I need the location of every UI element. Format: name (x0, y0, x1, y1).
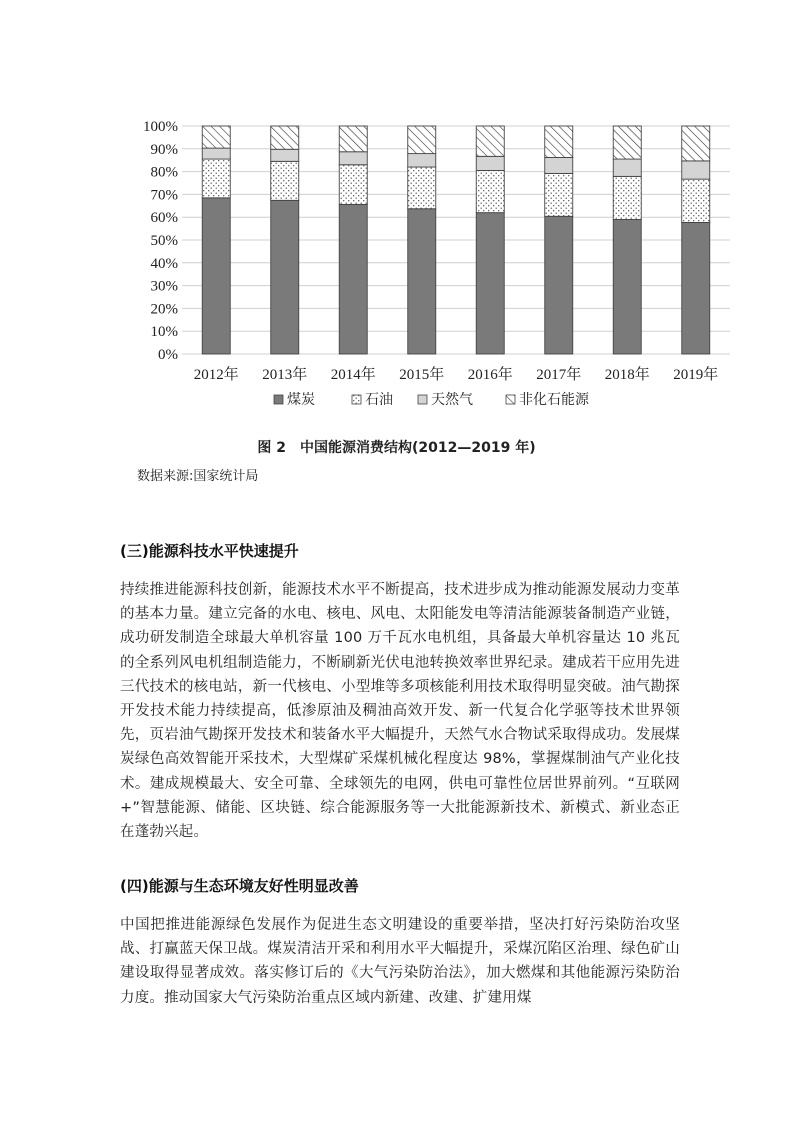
legend-label: 非化石能源 (519, 392, 589, 408)
bar-segment-3 (271, 149, 299, 161)
bar-segment-3 (339, 152, 367, 165)
x-tick-label: 2012年 (193, 367, 239, 383)
y-tick-label: 50% (150, 233, 178, 249)
x-tick-label: 2019年 (673, 367, 719, 383)
x-tick-label: 2018年 (604, 367, 650, 383)
x-tick-label: 2015年 (399, 367, 445, 383)
x-tick-label: 2013年 (262, 367, 308, 383)
bar-segment-1 (271, 200, 299, 354)
bar-segment-4 (476, 126, 504, 156)
y-tick-label: 80% (150, 164, 178, 181)
legend-swatch (506, 395, 515, 404)
section-paragraph-tech: 持续推进能源科技创新，能源技术水平不断提高，技术进步成为推动能源发展动力变革的基本力量。建立完备的水电、核电、风电、太阳能发电等清洁能源装备制造产业链，成功研发制造全球最大单机容量 100 万千瓦水电机组，具备最大单机容量达 10 兆瓦的全系列风电机组制造能力，不断刷新光伏电池转换效率世界纪录。建成若干应用先进三代技术的核电站，新一代核电、小型堆等多项核能利用技术取得明显突破。油气勘探开发技术能力持续提高，低渗原油及稠油高效开发、新一代复合化学驱等技术世界领先，页岩油气勘探开发技术和装备水平大幅提升，天然气水合物试采取得成功。发展煤炭绿色高效智能开采技术，大型煤矿采煤机械化程度达 98%，掌握煤制油气产业化技术。建成规模最大、安全可靠、全球领先的电网，供电可靠性位居世界前列。“互联网+”智慧能源、储能、区块链、综合能源服务等一大批能源新技术、新模式、新业态正在蓬勃兴起。 (120, 582, 680, 841)
bar-segment-2 (613, 176, 641, 219)
bar-segment-3 (545, 157, 573, 173)
bar-segment-4 (339, 126, 367, 152)
x-tick-label: 2017年 (536, 367, 582, 383)
bar-segment-4 (613, 126, 641, 159)
section-heading-environment: (四)能源与生态环境友好性明显改善 (120, 877, 359, 895)
y-tick-label: 0% (158, 347, 178, 363)
bar-segment-1 (545, 216, 573, 354)
legend-swatch (274, 395, 283, 404)
legend-label: 煤炭 (287, 392, 315, 408)
bar-segment-1 (202, 198, 230, 354)
bar-segment-4 (682, 126, 710, 161)
bar-segment-1 (476, 213, 504, 354)
bar-segment-2 (408, 167, 436, 209)
bar-segment-4 (545, 126, 573, 157)
x-axis (194, 365, 719, 383)
bar-segment-2 (271, 161, 299, 200)
figure-caption: 图 2 中国能源消费结构(2012—2019 年) (257, 440, 536, 456)
bar-segment-4 (202, 126, 230, 148)
y-tick-label: 100% (143, 119, 178, 135)
y-axis (143, 119, 178, 363)
energy-structure-chart (120, 112, 740, 422)
bar-segment-3 (476, 156, 504, 170)
y-tick-label: 30% (150, 278, 178, 295)
y-tick-label: 70% (150, 187, 178, 204)
legend-swatch (418, 395, 427, 404)
bar-segment-2 (545, 173, 573, 216)
bar-segment-2 (339, 165, 367, 205)
bar-segment-1 (682, 222, 710, 354)
y-tick-label: 20% (150, 301, 178, 318)
bar-segment-3 (682, 161, 710, 179)
bar-segment-4 (408, 126, 436, 154)
y-tick-label: 40% (150, 255, 178, 272)
section-paragraph-environment: 中国把推进能源绿色发展作为促进生态文明建设的重要举措，坚决打好污染防治攻坚战、打赢蓝天保卫战。煤炭清洁开采和利用水平大幅提升，采煤沉陷区治理、绿色矿山建设取得显著成效。落实修订后的《大气污染防治法》，加大燃煤和其他能源污染防治力度。推动国家大气污染防治重点区域内新建、改建、扩建用煤 (120, 917, 680, 1006)
figure-source: 数据来源:国家统计局 (137, 469, 259, 484)
chart-legend (274, 391, 590, 408)
legend-label: 石油 (365, 392, 393, 408)
bar-segment-2 (202, 159, 230, 198)
y-tick-label: 10% (150, 324, 178, 341)
bar-segment-1 (613, 219, 641, 354)
bar-segment-4 (271, 126, 299, 149)
x-tick-label: 2014年 (330, 367, 376, 383)
x-tick-label: 2016年 (467, 367, 513, 383)
bar-segment-3 (613, 159, 641, 176)
bar-segment-2 (476, 170, 504, 212)
legend-swatch (352, 395, 361, 404)
y-tick-label: 90% (150, 141, 178, 158)
legend-label: 天然气 (431, 392, 473, 408)
section-heading-tech: (三)能源科技水平快速提升 (120, 542, 299, 560)
bar-segment-2 (682, 179, 710, 222)
bar-segment-3 (202, 148, 230, 159)
bar-segment-3 (408, 154, 436, 167)
chart-gridlines (182, 126, 730, 354)
y-tick-label: 60% (150, 210, 178, 227)
bar-segment-1 (408, 209, 436, 354)
bar-segment-1 (339, 204, 367, 354)
